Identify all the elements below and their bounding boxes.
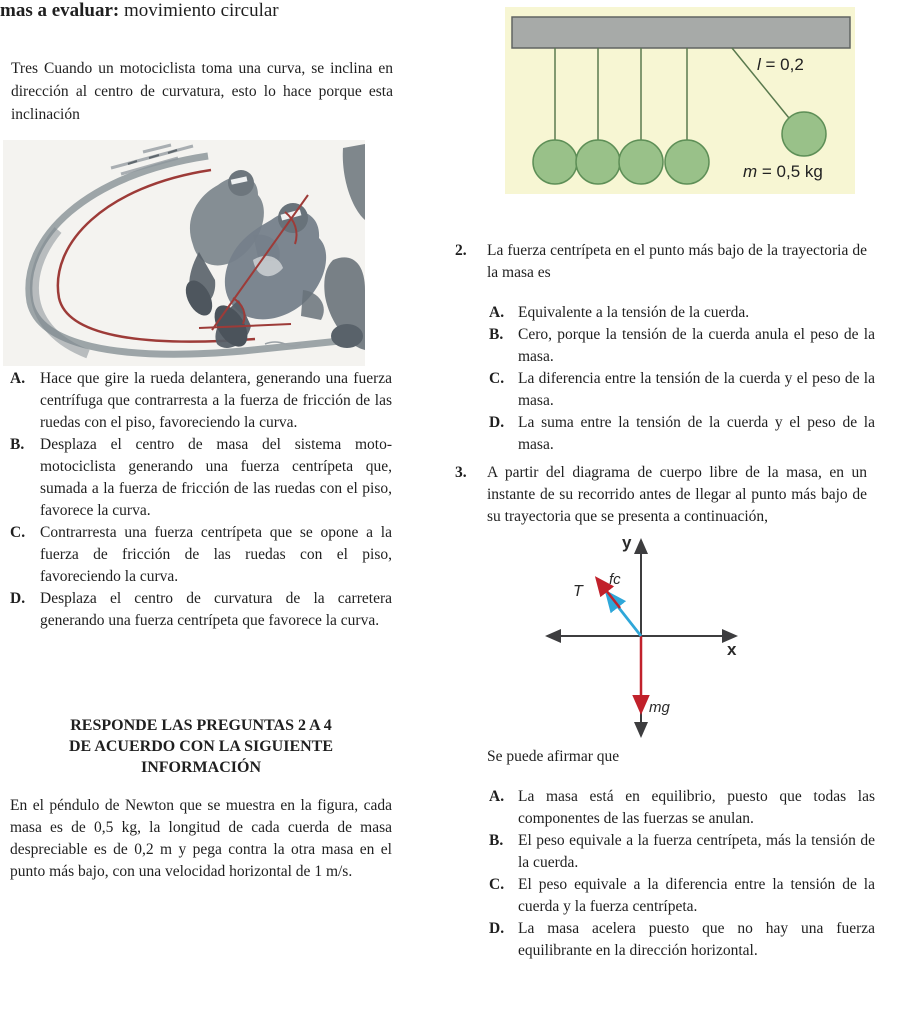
y-axis-label: y [622, 533, 632, 552]
x-axis-label: x [727, 640, 737, 659]
length-label: l = 0,2 [757, 55, 804, 74]
option-text: Hace que gire la rueda delantera, generando una fuerza centrífuga que contrarresta a la fuerza de fricción de las ruedas con el piso, favoreciendo la curva. [40, 370, 392, 431]
option-letter: A. [489, 304, 505, 321]
option-letter: D. [10, 590, 26, 607]
free-body-diagram [520, 528, 760, 751]
option-letter: A. [10, 370, 26, 387]
motorcyclists-sketch [3, 140, 365, 366]
option-row-1b [10, 434, 392, 522]
option-letter: C. [10, 524, 26, 541]
question2-text: La fuerza centrípeta en el punto más bajo de la trayectoria de la masa es [487, 242, 867, 281]
question2-options [489, 302, 875, 456]
question2-number: 2. [455, 242, 467, 259]
option-text: La diferencia entre la tensión de la cuerda y el peso de la masa. [518, 370, 875, 409]
page-title-bold: mas a evaluar: [0, 0, 120, 21]
option-row-2d [489, 412, 875, 456]
question2 [455, 240, 867, 284]
option-row-2a [489, 302, 875, 324]
option-row-3c [489, 874, 875, 918]
option-row-3d [489, 918, 875, 962]
option-letter: A. [489, 788, 505, 805]
tension-label: T [573, 583, 583, 600]
question3-text: A partir del diagrama de cuerpo libre de la masa, en un instante de su recorrido antes de llegar al punto más bajo de su trayectoria que se presenta a continuación, [487, 464, 867, 525]
option-text: El peso equivale a la diferencia entre la tensión de la cuerda y la fuerza centrípeta. [518, 876, 875, 915]
fbd-svg [520, 528, 760, 746]
instruction-line-1: RESPONDE LAS PREGUNTAS 2 A 4 [70, 717, 332, 734]
option-text: Desplaza el centro de curvatura de la carretera generando una fuerza centrípeta que favorece la curva. [40, 590, 392, 629]
mass-label: m = 0,5 kg [743, 162, 823, 181]
weight-label: mg [649, 699, 670, 716]
info-paragraph: En el péndulo de Newton que se muestra en la figura, cada masa es de 0,5 kg, la longitud de cada cuerda de masa despreciable es de 0,2 m y pega contra la otra masa en el punto más bajo, con una velocidad horizontal de 1 m/s. [10, 797, 392, 880]
page-title-normal: movimiento circular [119, 0, 279, 21]
option-row-1d [10, 588, 392, 632]
option-row-2c [489, 368, 875, 412]
option-letter: D. [489, 414, 505, 431]
option-row-1c [10, 522, 392, 588]
option-text: Contrarresta una fuerza centrípeta que se opone a la fuerza de fricción de las ruedas con el piso, favoreciendo la curva. [40, 524, 392, 585]
option-letter: B. [489, 832, 504, 849]
instruction-line-2: DE ACUERDO CON LA SIGUIENTE [68, 738, 334, 755]
pendulum-diagram [505, 7, 855, 194]
question3-number: 3. [455, 464, 467, 481]
question3-options [489, 786, 875, 962]
centripetal-label: fc [609, 571, 621, 588]
option-letter: B. [10, 436, 25, 453]
raised-ball [782, 112, 826, 156]
pendulum-figure [505, 7, 855, 194]
option-row-3a [489, 786, 875, 830]
question1-text: Tres Cuando un motociclista toma una curva, se inclina en dirección al centro de curvatura, esto lo hace porque esta inclinación [11, 60, 393, 123]
support-bar [512, 17, 850, 48]
option-text: La suma entre la tensión de la cuerda y el peso de la masa. [518, 414, 875, 453]
instruction-heading [10, 715, 392, 778]
option-text: La masa acelera puesto que no hay una fuerza equilibrante en la dirección horizontal. [518, 920, 875, 959]
question3-stem-after: Se puede afirmar que [487, 748, 620, 765]
option-text: El peso equivale a la fuerza centrípeta, más la tensión de la cuerda. [518, 832, 875, 871]
option-letter: D. [489, 920, 505, 937]
option-row-1a [10, 368, 392, 434]
question1-options [10, 368, 392, 632]
instruction-line-3: INFORMACIÓN [141, 759, 261, 776]
option-row-3b [489, 830, 875, 874]
page-title [0, 0, 392, 22]
question3 [455, 462, 867, 528]
option-row-2b [489, 324, 875, 368]
option-letter: C. [489, 370, 505, 387]
motorcyclists-figure [3, 140, 365, 371]
option-text: Desplaza el centro de masa del sistema moto-motociclista generando una fuerza centrípeta que, sumada a la fuerza de fricción de las ruedas con el piso, favorece la curva. [40, 436, 392, 519]
option-text: Cero, porque la tensión de la cuerda anula el peso de la masa. [518, 326, 875, 365]
option-letter: C. [489, 876, 505, 893]
option-text: La masa está en equilibrio, puesto que todas las componentes de las fuerzas se anulan. [518, 788, 875, 827]
option-text: Equivalente a la tensión de la cuerda. [518, 304, 750, 321]
option-letter: B. [489, 326, 504, 343]
